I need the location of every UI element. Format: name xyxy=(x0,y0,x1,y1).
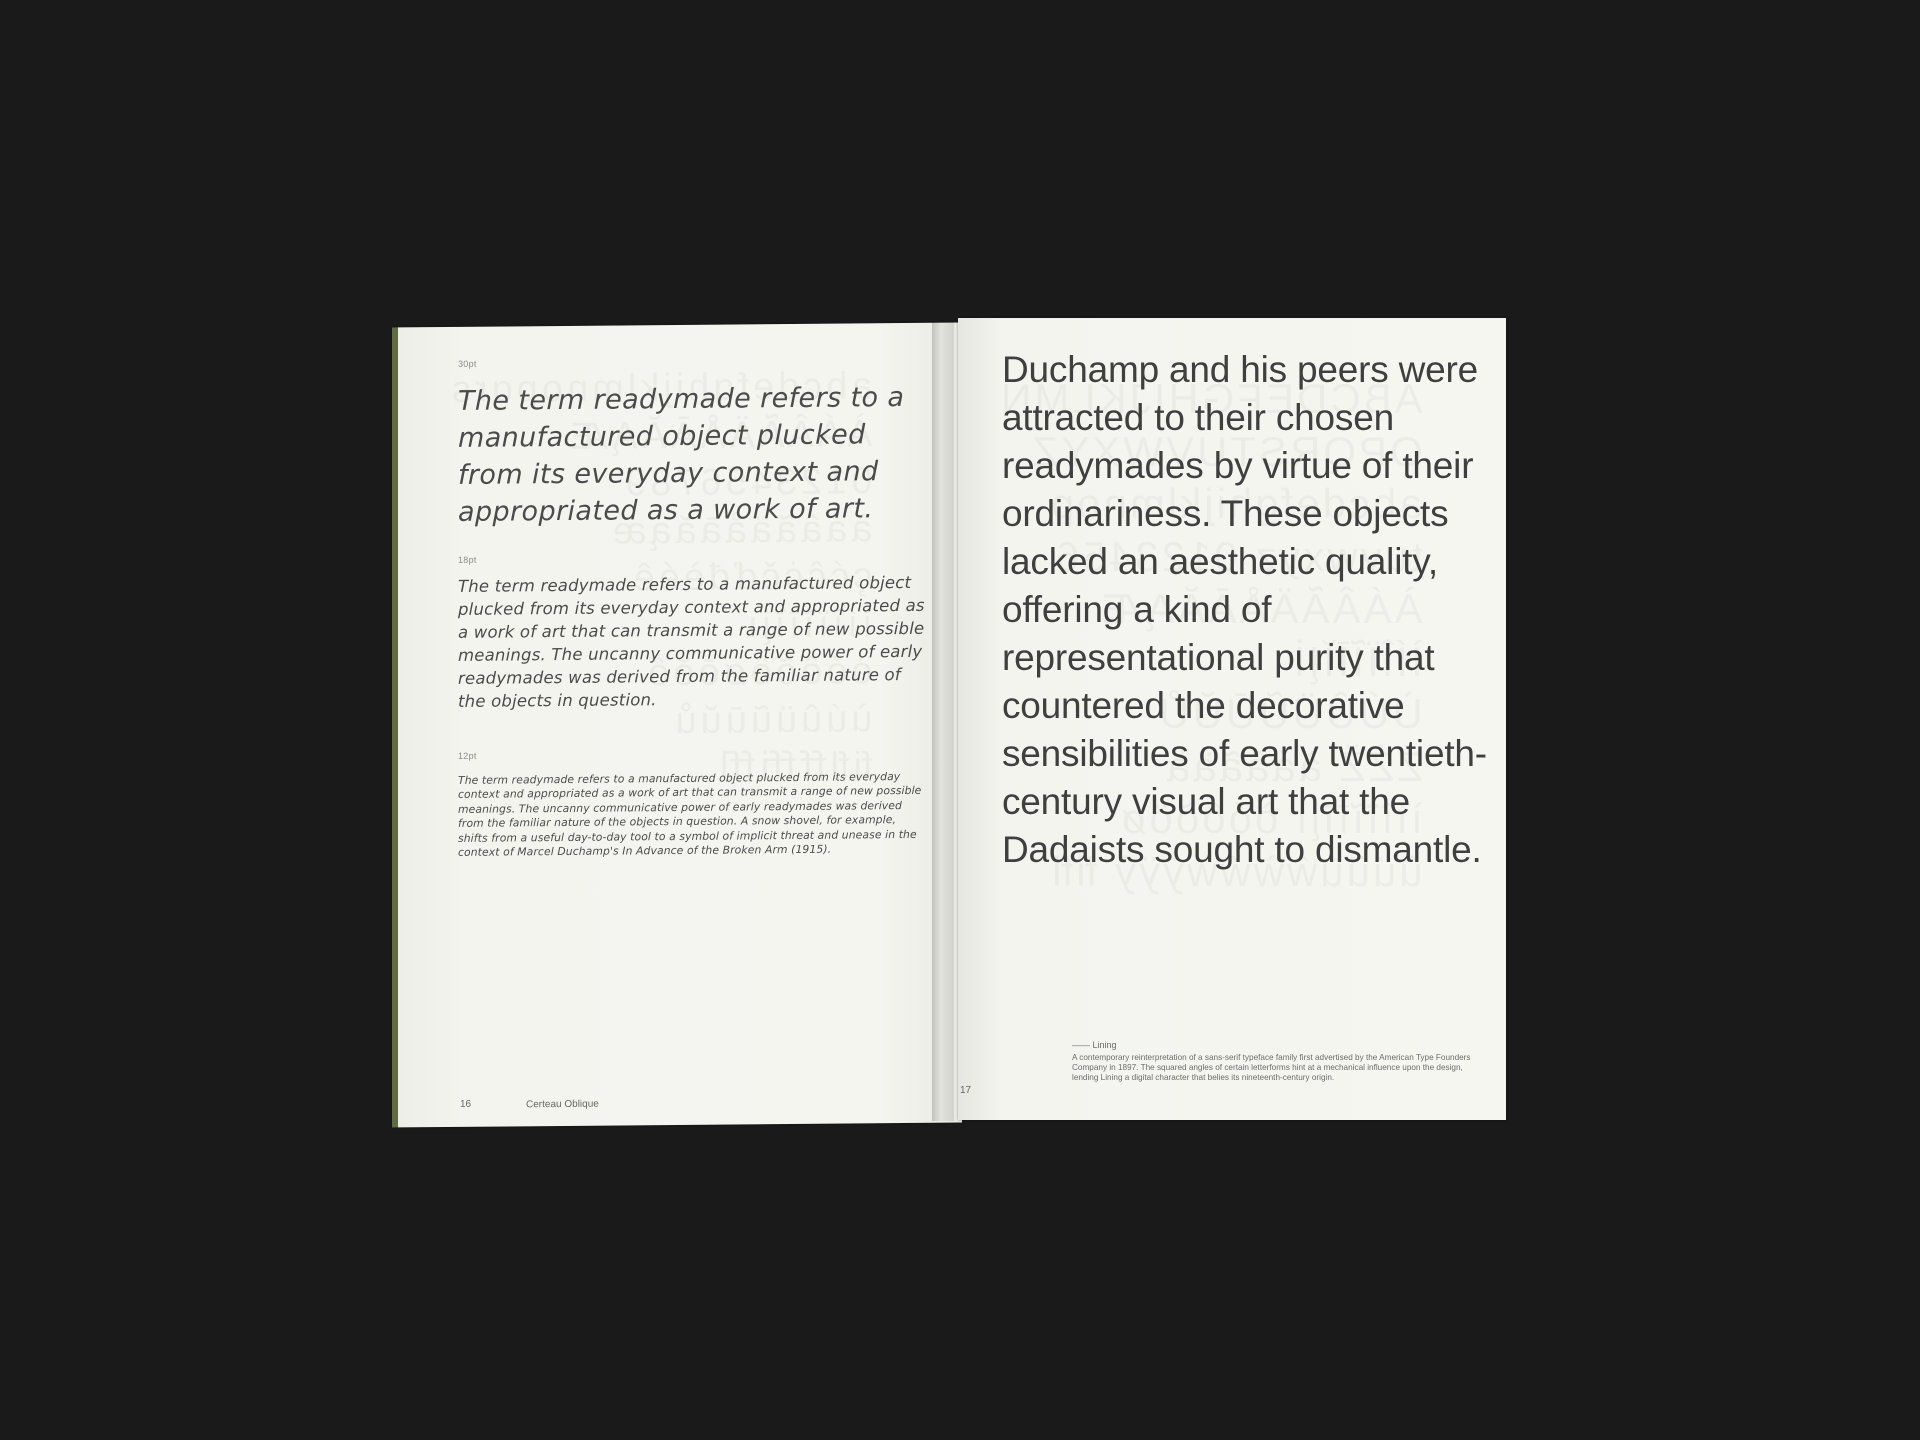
caption-title: —— Lining xyxy=(1072,1040,1117,1050)
display-paragraph: Duchamp and his peers were attracted to their chosen readymades by virtue of their ordinariness. These objects lacked an aesthetic quality, offering a kind of representational purity that countered the decorative sensibilities of early twentieth-century visual art that the Dadaists sought to dismantle. xyxy=(1002,349,1487,870)
open-booklet xyxy=(392,315,1516,1130)
gutter-shadow xyxy=(932,321,954,1121)
right-page xyxy=(958,318,1506,1120)
typeface-caption xyxy=(1072,1040,1472,1083)
size-label-30pt: 30pt xyxy=(458,358,477,369)
running-title: Certeau Oblique xyxy=(526,1098,599,1111)
page-number-left: 16 xyxy=(460,1098,472,1110)
type-sample-30pt: The term readymade refers to a manufactured object plucked from its everyday context and appropriated as a work of art. xyxy=(458,382,905,528)
left-page xyxy=(392,323,962,1128)
size-label-12pt: 12pt xyxy=(458,750,477,761)
type-sample-18pt: The term readymade refers to a manufactured object plucked from its everyday context and appropriated as a work of art that can transmit a range of new possible meanings. The uncanny communicative power of early readymades was derived from the familiar nature of the objects in question. xyxy=(458,572,925,711)
type-sample-12pt: The term readymade refers to a manufactured object plucked from its everyday context and appropriated as a work of art that can transmit a range of new possible meanings. The uncanny communicative power of early readymades was derived from the familiar nature of the objects in question. A snow shovel, for example, shifts from a useful day-to-day tool to a symbol of implicit threat and unease in the context of Marcel Duchamp's In Advance of the Broken Arm (1915). xyxy=(458,770,922,859)
size-label-18pt: 18pt xyxy=(458,554,477,565)
caption-body: A contemporary reinterpretation of a sans-serif typeface family first advertised by the American Type Founders Company in 1897. The squared angles of certain letterforms hint at a mechanical influence upon the design, lending Lining a digital character that belies its nineteenth-century origin. xyxy=(1072,1053,1471,1082)
page-number-right: 17 xyxy=(960,1085,972,1096)
